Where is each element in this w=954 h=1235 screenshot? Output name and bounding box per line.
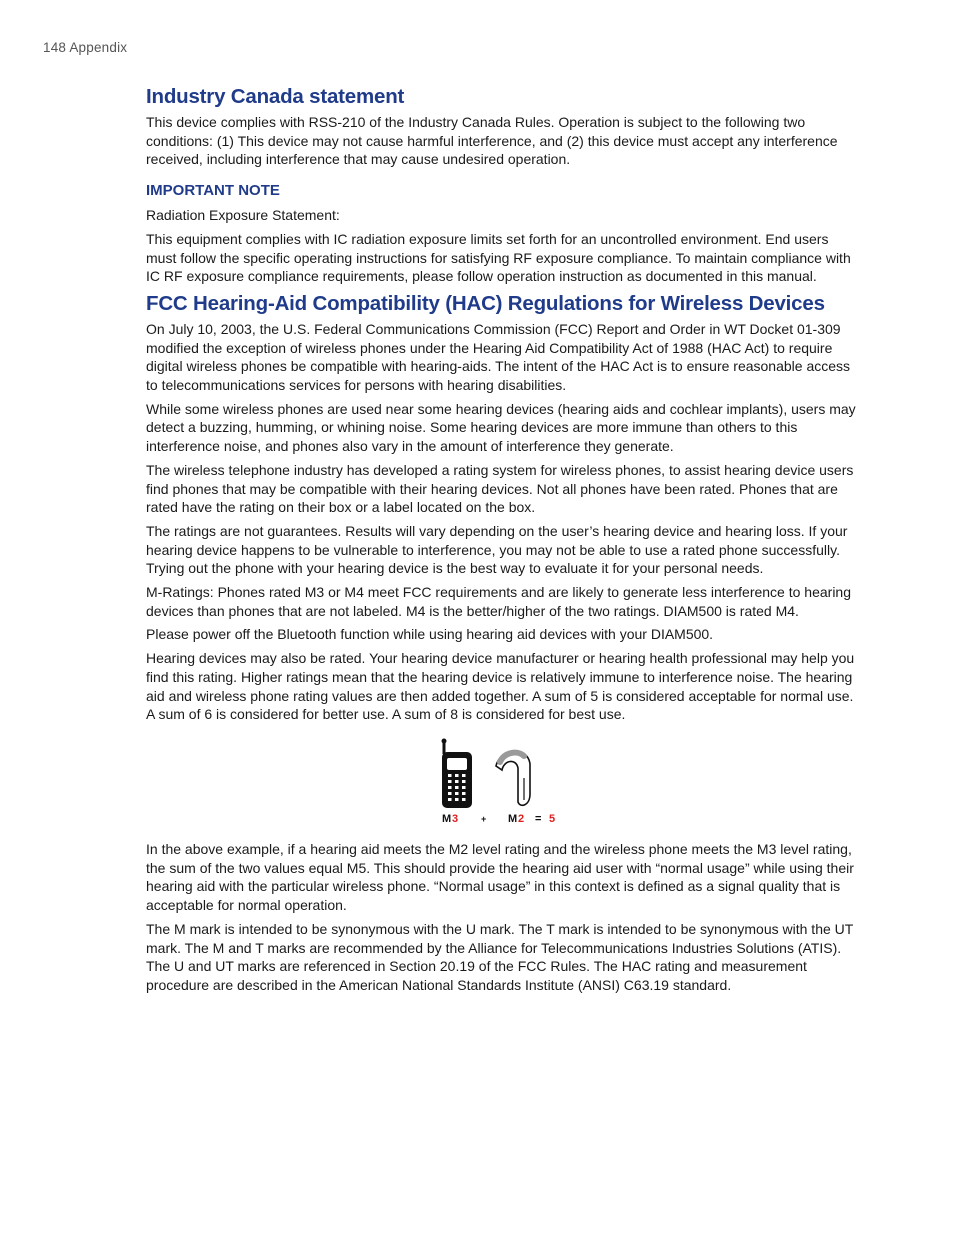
equals-sign: = bbox=[535, 812, 542, 825]
industry-canada-intro: This device complies with RSS-210 of the Industry Canada Rules. Operation is subject to the following two conditions: (1) This device may not cause harmful interference, and (2) this device must accept any interference received, including interference that may cause undesired operation. bbox=[146, 114, 838, 168]
running-head: 148 Appendix bbox=[43, 40, 128, 55]
paragraph: The M mark is intended to be synonymous with the U mark. The T mark is intended to be synonymous with the UT mark. The M and T marks are recommended by the Alliance for Telecommunications Industries Solutions (ATIS). The U and UT marks are referenced in Section 20.19 of the FCC Rules. The HAC rating and measurement procedure are described in the American National Standards Institute (ANSI) C63.19 standard. bbox=[146, 920, 854, 993]
section-title-industry-canada: Industry Canada statement bbox=[146, 85, 405, 108]
radiation-exposure-body: This equipment complies with IC radiation exposure limits set forth for an uncontrolled environment. End users must follow the specific operating instructions for satisfying RF exposure compliance. To maintain compliance with IC RF exposure compliance requirements, please follow operation instruction as documented in this manual. bbox=[146, 230, 851, 285]
paragraph: While some wireless phones are used near some hearing devices (hearing aids and cochlear implants), users may detect a buzzing, humming, or whining noise. Some hearing devices are more immune than others to this interference noise, and phones also vary in the amount of interference they generate. bbox=[146, 400, 856, 455]
paragraph: In the above example, if a hearing aid meets the M2 level rating and the wireless phone meets the M3 level rating, the sum of the two values equal M5. This should provide the hearing aid user with “normal usage” while using their hearing aid with the particular wireless phone. “Normal usage” in this context is defined as a signal quality that is acceptable for normal operation. bbox=[146, 840, 854, 914]
paragraph: On July 10, 2003, the U.S. Federal Communications Commission (FCC) Report and Order in WT Docket 01-309 modified the exception of wireless phones under the Hearing Aid Compatibility Act of 1988 (HAC Act) to require digital wireless phones be compatible with hearing-aids. The intent of the HAC Act is to ensure reasonable access to telecommunications services for persons with hearing disabilities. bbox=[146, 320, 851, 394]
page-content bbox=[146, 84, 858, 1000]
paragraph: Hearing devices may also be rated. Your hearing device manufacturer or hearing health professional may help you find this rating. Higher ratings mean that the hearing device is relatively immune to interference noise. The hearing aid and wireless phone rating values are then added together. A sum of 5 is considered acceptable for normal use. A sum of 6 is considered for better use. A sum of 8 is considered for best use. bbox=[146, 650, 855, 723]
hac-rating-figure bbox=[146, 738, 858, 828]
phone-rating-letter: M bbox=[442, 812, 452, 825]
hearing-aid-icon bbox=[496, 751, 530, 805]
radiation-exposure-label: Radiation Exposure Statement: bbox=[146, 207, 340, 224]
aid-rating-value: 2 bbox=[518, 812, 525, 825]
plus-sign: + bbox=[481, 813, 487, 824]
important-note-heading: IMPORTANT NOTE bbox=[146, 182, 280, 200]
aid-rating-letter: M bbox=[508, 812, 518, 825]
paragraph: The ratings are not guarantees. Results will vary depending on the user’s hearing device and hearing loss. If your hearing device happens to be vulnerable to interference, you may not be able to use a rated phone successfully. Trying out the phone with your hearing device is the best way to evaluate it for your personal needs. bbox=[146, 522, 848, 577]
phone-icon bbox=[442, 738, 473, 808]
paragraph: The wireless telephone industry has developed a rating system for wireless phones, to assist hearing device users find phones that may be compatible with their hearing devices. Not all phones have been rated. Phones that are rated have the rating on their box or a label located on the box. bbox=[146, 461, 854, 516]
paragraph: Please power off the Bluetooth function while using hearing aid devices with your DIAM500. bbox=[146, 626, 714, 643]
phone-rating-value: 3 bbox=[452, 812, 459, 825]
paragraph: M-Ratings: Phones rated M3 or M4 meet FCC requirements and are likely to generate less interference to hearing devices than phones that are not labeled. M4 is the better/higher of the two ratings. DIAM500 is rated M4. bbox=[146, 584, 852, 619]
hac-rating-illustration bbox=[440, 738, 570, 826]
section-title-fcc-hac: FCC Hearing-Aid Compatibility (HAC) Regulations for Wireless Devices bbox=[146, 291, 825, 315]
sum-value: 5 bbox=[549, 812, 556, 825]
